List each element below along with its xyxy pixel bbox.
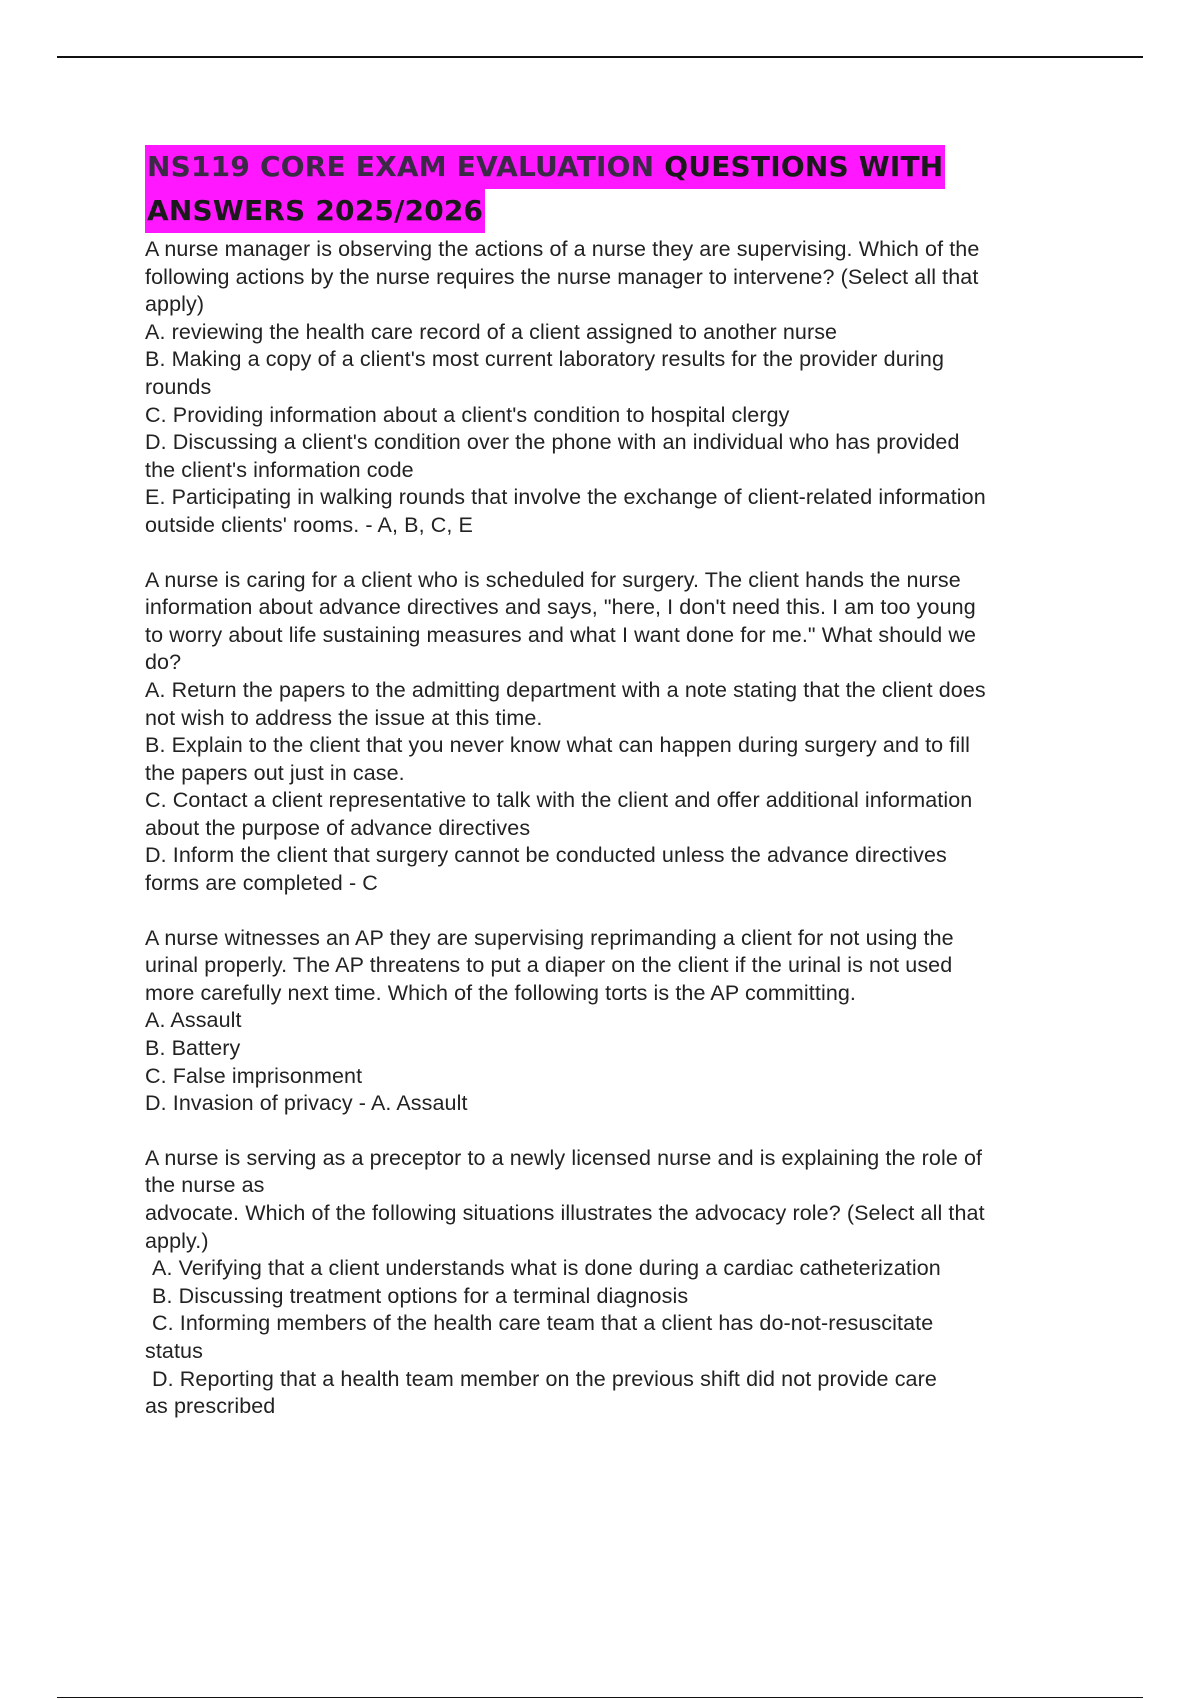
answer-option: E. Participating in walking rounds that involve the exchange of client-related information xyxy=(145,485,986,510)
document-title xyxy=(145,145,1095,233)
question-spacer xyxy=(145,898,1095,925)
document-body xyxy=(145,145,1095,1421)
answer-option: about the purpose of advance directives xyxy=(145,815,531,840)
page-top-rule xyxy=(57,56,1143,58)
question-stem: A nurse is serving as a preceptor to a newly licensed nurse and is explaining the role of xyxy=(145,1145,983,1170)
question-stem: advocate. Which of the following situations illustrates the advocacy role? (Select all that xyxy=(145,1201,985,1225)
question-stem: do? xyxy=(145,650,182,675)
answer-option: status xyxy=(145,1338,203,1363)
answer-option-with-key: D. Invasion of privacy - A. Assault xyxy=(145,1091,468,1116)
question-stem: information about advance directives and says, "here, I don't need this. I am too young xyxy=(145,595,976,620)
answer-option: D. Reporting that a health team member on the previous shift did not provide care xyxy=(152,1366,937,1391)
answer-option: C. Contact a client representative to talk with the client and offer additional information xyxy=(145,788,973,813)
question-stem: apply) xyxy=(145,292,205,317)
answer-option: C. Providing information about a client's condition to hospital clergy xyxy=(145,402,790,427)
answer-option-with-key: outside clients' rooms. - A, B, C, E xyxy=(145,512,473,537)
answer-option: A. Return the papers to the admitting department with a note stating that the client does xyxy=(145,677,986,702)
answer-option-with-key: forms are completed - C xyxy=(145,871,378,896)
title-questions-with: QUESTIONS WITH xyxy=(664,150,944,183)
answer-option: A. Verifying that a client understands what is done during a cardiac catheterization xyxy=(152,1256,941,1281)
title-line-2: ANSWERS 2025/2026 xyxy=(145,189,485,233)
question-stem: following actions by the nurse requires the nurse manager to intervene? (Select all that xyxy=(145,264,979,289)
answer-option: not wish to address the issue at this time. xyxy=(145,705,543,730)
question-spacer xyxy=(145,540,1095,567)
answer-option: B. Discussing treatment options for a terminal diagnosis xyxy=(152,1283,689,1308)
question-stem: more carefully next time. Which of the following torts is the AP committing. xyxy=(145,980,857,1005)
question-block xyxy=(145,925,1095,1118)
answer-option: B. Battery xyxy=(145,1036,241,1061)
question-stem: the nurse as xyxy=(145,1173,265,1198)
question-stem: to worry about life sustaining measures and what I want done for me." What should we xyxy=(145,622,977,647)
question-block xyxy=(145,236,1095,540)
answer-option: D. Inform the client that surgery cannot be conducted unless the advance directives xyxy=(145,843,947,868)
question-stem: A nurse is caring for a client who is scheduled for surgery. The client hands the nurse xyxy=(145,567,961,592)
answer-option: rounds xyxy=(145,374,212,399)
question-block xyxy=(145,567,1095,898)
answer-option: D. Discussing a client's condition over the phone with an individual who has provided xyxy=(145,430,960,455)
question-spacer xyxy=(145,1118,1095,1145)
question-stem: urinal properly. The AP threatens to put a diaper on the client if the urinal is not used xyxy=(145,953,953,978)
question-stem: A nurse witnesses an AP they are supervising reprimanding a client for not using the xyxy=(145,925,954,950)
answer-option: the client's information code xyxy=(145,457,414,482)
question-stem: A nurse manager is observing the actions of a nurse they are supervising. Which of the xyxy=(145,237,980,261)
page-bottom-rule xyxy=(57,1697,1143,1698)
title-course-code: NS119 CORE EXAM EVALUATION xyxy=(147,150,655,183)
answer-option: as prescribed xyxy=(145,1394,276,1419)
question-block xyxy=(145,1145,1095,1421)
answer-option: C. False imprisonment xyxy=(145,1063,363,1088)
title-line-1 xyxy=(145,145,945,189)
question-stem: apply.) xyxy=(145,1228,209,1253)
answer-option: the papers out just in case. xyxy=(145,760,405,785)
answer-option: C. Informing members of the health care team that a client has do-not-resuscitate xyxy=(152,1311,934,1336)
answer-option: A. Assault xyxy=(145,1008,242,1033)
answer-option: A. reviewing the health care record of a client assigned to another nurse xyxy=(145,319,838,344)
answer-option: B. Making a copy of a client's most current laboratory results for the provider during xyxy=(145,347,945,372)
answer-option: B. Explain to the client that you never know what can happen during surgery and to fill xyxy=(145,733,970,758)
